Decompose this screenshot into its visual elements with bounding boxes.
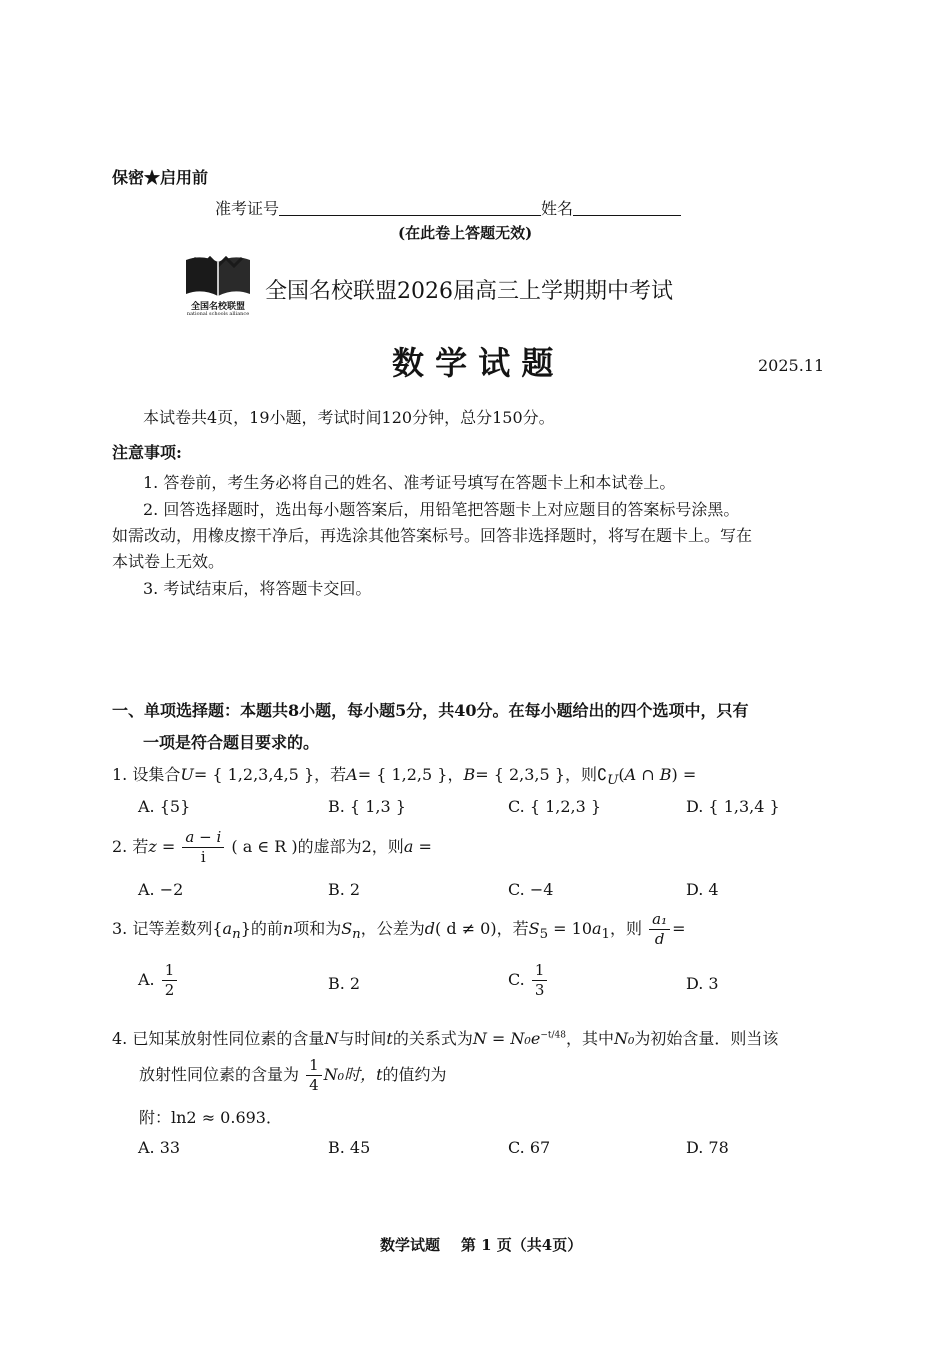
q4-option-c[interactable]: C. 67 xyxy=(508,1138,551,1157)
question-1 xyxy=(112,762,697,789)
q1-option-d[interactable]: D. { 1,3,4 } xyxy=(686,797,780,816)
q1-expr-b: B xyxy=(659,765,672,784)
q4-line2-c: 的值约为 xyxy=(382,1065,447,1084)
q3-text-6: ，则 xyxy=(610,919,643,938)
q2-pre: 若 xyxy=(132,837,149,856)
q2-fraction xyxy=(182,830,224,865)
q4-frac-den: 4 xyxy=(309,1076,319,1094)
note-2-line-3: 本试卷上无效。 xyxy=(112,552,225,571)
q1-option-a[interactable]: A. {5} xyxy=(138,797,191,816)
question-4-line-1 xyxy=(112,1026,778,1049)
q1-expr-a: A xyxy=(624,765,637,784)
q3-option-c-label: C. xyxy=(508,970,525,989)
q2-frac-den: i xyxy=(200,848,206,866)
notes-heading: 注意事项: xyxy=(112,443,182,462)
q2-eq: = xyxy=(156,837,176,856)
q3-var-n: n xyxy=(282,919,294,938)
q4-line2-b: N₀时， xyxy=(323,1065,377,1084)
q3-var-s5: S xyxy=(528,919,540,938)
q4-var-t2: t xyxy=(376,1065,383,1084)
name-label: 姓名 xyxy=(541,199,574,218)
subject-title: 数 学 试 题 xyxy=(392,344,554,382)
q4-frac-num: 1 xyxy=(306,1058,322,1076)
exam-intro: 本试卷共4页，19小题，考试时间120分钟，总分150分。 xyxy=(143,408,555,427)
q3-option-c-num: 1 xyxy=(532,963,548,981)
q4-option-d[interactable]: D. 78 xyxy=(686,1138,729,1157)
q1-var-u: U xyxy=(180,765,194,784)
q1-b-set: = { 2,3,5 }，则 xyxy=(475,765,597,784)
logo xyxy=(182,252,254,324)
q1-complement-sub: U xyxy=(607,773,619,789)
q4-text-1: 已知某放射性同位素的含量 xyxy=(132,1029,325,1048)
q4-var-n0: N₀ xyxy=(613,1029,635,1048)
logo-caption: 全国名校联盟 xyxy=(190,302,245,312)
q3-var-a1: a xyxy=(592,919,602,938)
section-1-heading: 一、单项选择题：本题共8小题，每小题5分，共40分。在每小题给出的四个选项中，只有 xyxy=(112,701,749,720)
q1-number: 1. xyxy=(112,765,128,784)
q1-expr-close: ) = xyxy=(671,765,697,784)
q3-number: 3. xyxy=(112,919,128,938)
q3-fraction xyxy=(649,912,670,947)
q4-formula: N = N₀e xyxy=(472,1029,541,1048)
q2-frac-num: a − i xyxy=(185,828,222,846)
note-2-line-1: 2. 回答选择题时，选出每小题答案后，用铅笔把答题卡上对应题目的答案标号涂黑。 xyxy=(143,500,740,519)
q4-fraction xyxy=(306,1058,322,1093)
q2-option-c[interactable]: C. −4 xyxy=(508,880,554,899)
q4-text-2: 与时间 xyxy=(338,1029,387,1048)
q3-option-c[interactable] xyxy=(508,963,549,998)
q1-option-b[interactable]: B. { 1,3 } xyxy=(328,797,406,816)
q3-var-a: a xyxy=(222,919,233,938)
q1-u-set: = { 1,2,3,4,5 }，若 xyxy=(193,765,347,784)
q2-condition: ( a ∈ R )的虚部为2，则 xyxy=(231,837,404,856)
note-2-line-2: 如需改动，用橡皮擦干净后，再选涂其他答案标号。回答非选择题时，将写在题卡上。写在 xyxy=(112,526,753,545)
question-3 xyxy=(112,912,686,947)
q2-end: = xyxy=(413,837,432,856)
q2-option-d[interactable]: D. 4 xyxy=(686,880,719,899)
q3-option-d[interactable]: D. 3 xyxy=(686,974,719,993)
q4-option-a[interactable]: A. 33 xyxy=(138,1138,181,1157)
q3-var-d: d xyxy=(424,919,436,938)
q3-end: = xyxy=(672,919,686,938)
q2-var-a: a xyxy=(403,837,414,856)
q3-option-a-den: 2 xyxy=(164,981,175,999)
q3-option-a[interactable] xyxy=(138,963,179,998)
logo-subcaption: national schools alliance xyxy=(186,311,250,317)
q3-text-2: }的前 xyxy=(240,919,283,938)
exam-id-label: 准考证号 xyxy=(215,199,280,218)
book-logo-icon xyxy=(182,252,254,298)
exam-id-blank[interactable] xyxy=(279,199,541,216)
page-footer xyxy=(380,1234,582,1255)
q4-var-t: t xyxy=(386,1029,393,1048)
q3-frac-den: d xyxy=(654,930,665,948)
q2-option-b[interactable]: B. 2 xyxy=(328,880,361,899)
q4-var-n: N xyxy=(324,1029,339,1048)
exam-date: 2025.11 xyxy=(758,356,825,375)
q3-option-a-label: A. xyxy=(138,970,155,989)
name-blank[interactable] xyxy=(573,199,681,216)
q4-note: 附：ln2 ≈ 0.693． xyxy=(139,1108,282,1127)
q1-expr-open: ( xyxy=(618,765,625,784)
q2-var-z: z xyxy=(148,837,157,856)
q1-a-set: = { 1,2,5 }， xyxy=(357,765,464,784)
q3-var-a1-sub: 1 xyxy=(601,927,611,943)
q4-text-5: 为初始含量．则当该 xyxy=(634,1029,779,1048)
question-4-line-2 xyxy=(139,1058,447,1093)
note-1: 1. 答卷前，考生务必将自己的姓名、准考证号填写在答题卡上和本试卷上。 xyxy=(143,473,676,492)
q1-complement: ∁ xyxy=(596,765,608,784)
q3-var-s: S xyxy=(341,919,353,938)
note-3: 3. 考试结束后，将答题卡交回。 xyxy=(143,579,372,598)
q4-number: 4. xyxy=(112,1029,128,1048)
exam-id-row xyxy=(215,196,681,219)
question-2 xyxy=(112,830,432,865)
q3-text-5: ( d ≠ 0)，若 xyxy=(435,919,529,938)
q3-frac-num: a₁ xyxy=(652,910,668,928)
q4-line2-a: 放射性同位素的含量为 xyxy=(139,1065,300,1084)
q1-var-b: B xyxy=(463,765,476,784)
confidential-label: 保密★启用前 xyxy=(112,168,209,187)
q4-exponent: −t/48 xyxy=(540,1030,566,1041)
q3-option-c-den: 3 xyxy=(534,981,545,999)
q3-text-3: 项和为 xyxy=(293,919,342,938)
q3-option-b[interactable]: B. 2 xyxy=(328,974,361,993)
exam-title: 全国名校联盟2026届高三上学期期中考试 xyxy=(265,279,673,304)
q3-text-4: ，公差为 xyxy=(360,919,425,938)
q4-text-4: ，其中 xyxy=(565,1029,614,1048)
q2-number: 2. xyxy=(112,837,128,856)
q3-eq10: = 10 xyxy=(548,919,592,938)
section-1-subheading: 一项是符合题目要求的。 xyxy=(143,733,320,752)
q1-var-a: A xyxy=(346,765,358,784)
invalid-note: (在此卷上答题无效) xyxy=(398,224,533,242)
q1-option-c[interactable]: C. { 1,2,3 } xyxy=(508,797,602,816)
q3-text-1: 记等差数列{ xyxy=(132,919,223,938)
q4-text-3: 的关系式为 xyxy=(392,1029,473,1048)
q1-cap: ∩ xyxy=(636,765,660,784)
footer-subject: 数学试题 xyxy=(380,1236,441,1254)
q4-option-b[interactable]: B. 45 xyxy=(328,1138,371,1157)
q3-var-s5-sub: 5 xyxy=(539,927,549,943)
footer-page: 第 1 页（共4页） xyxy=(460,1236,583,1254)
q2-option-a[interactable]: A. −2 xyxy=(138,880,184,899)
q1-pre: 设集合 xyxy=(132,765,181,784)
q3-var-s-sub: n xyxy=(352,927,361,943)
q3-option-a-num: 1 xyxy=(162,963,178,981)
q3-var-a-sub: n xyxy=(232,927,241,943)
